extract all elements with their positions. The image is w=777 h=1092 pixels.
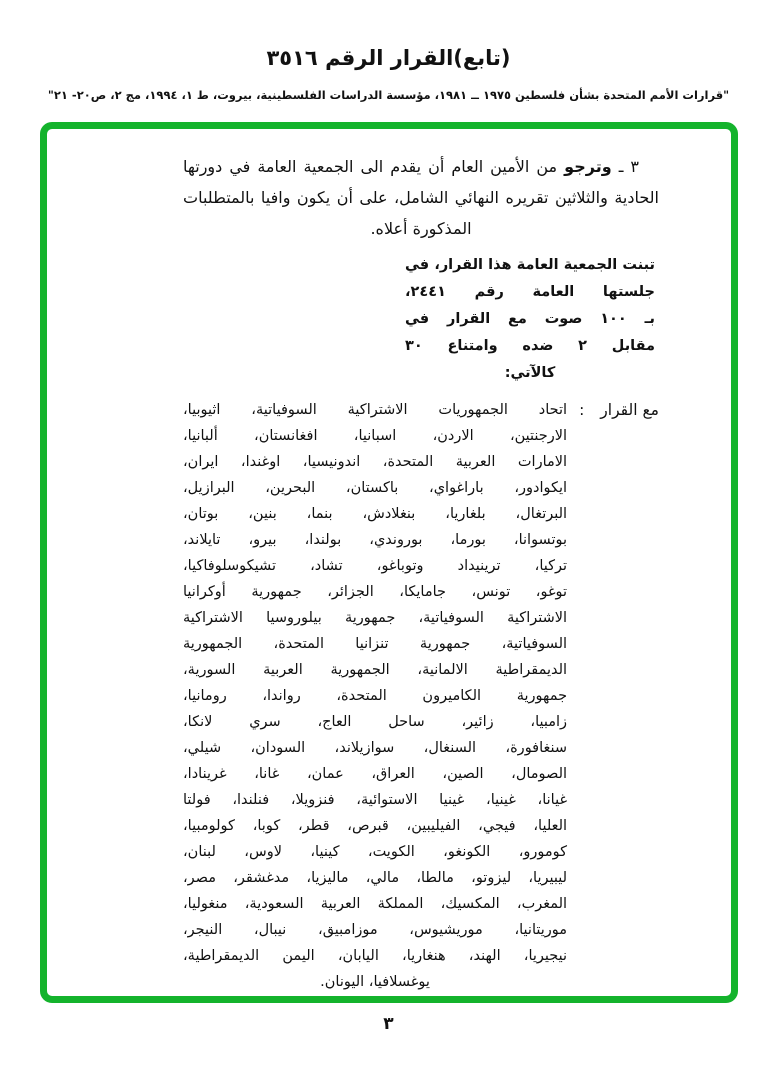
adoption-note bbox=[405, 252, 655, 387]
text-line: موريتانيا، موريشيوس، موزامبيق، نيبال، النيجر، bbox=[183, 922, 568, 938]
document-body bbox=[47, 129, 731, 996]
text-line: ليبيريا، ليزوتو، مالطا، مالي، ماليزيا، مدغشقر، مصر، bbox=[183, 870, 568, 886]
text-line: زامبيا، زائير، ساحل العاج، سري لانكا، bbox=[183, 714, 568, 730]
vote-section bbox=[183, 397, 659, 995]
text-line: اتحاد الجمهوريات الاشتراكية السوفياتية، اثيوبيا، bbox=[183, 402, 568, 418]
text-line: الاشتراكية السوفياتية، جمهورية بيلوروسيا الاشتراكية bbox=[183, 610, 568, 626]
text-line: ايكوادور، باراغواي، باكستان، البحرين، البرازيل، bbox=[183, 480, 568, 496]
text-line: الصومال، الصين، العراق، عمان، غانا، غرينادا، bbox=[183, 766, 568, 782]
text-line: العليا، فيجي، الفيليبين، قبرص، قطر، كوبا، كولومبيا، bbox=[183, 818, 568, 834]
document-frame bbox=[40, 122, 738, 1003]
page-title: (تابع)القرار الرقم ٣٥١٦ bbox=[266, 46, 511, 70]
clause-line-3: المذكورة أعلاه. bbox=[370, 219, 472, 238]
clause-line-2: الحادية والثلاثين تقريره النهائي الشامل، على أن يكون وافيا بالمتطلبات bbox=[183, 188, 659, 207]
text-line: جمهورية الكاميرون المتحدة، رواندا، رومانيا، bbox=[183, 688, 568, 704]
text-line: الامارات العربية المتحدة، اندونيسيا، اوغندا، ايران، bbox=[183, 454, 568, 470]
text-line: بـ ١٠٠ صوت مع القرار في bbox=[405, 311, 655, 327]
vote-country-list bbox=[183, 397, 567, 995]
text-line: نيجيريا، الهند، هنغاريا، اليابان، اليمن الديمقراطية، bbox=[183, 948, 568, 964]
text-line: كومورو، الكونغو، الكويت، كينيا، لاوس، لبنان، bbox=[183, 844, 568, 860]
text-line: مقابل ٢ ضده وامتناع ٣٠ bbox=[405, 338, 656, 354]
resolution-clause bbox=[183, 151, 659, 244]
text-line: سنغافورة، السنغال، سوازيلاند، السودان، شيلي، bbox=[183, 740, 568, 756]
text-line: غيانا، غينيا، غينيا الاستوائية، فنزويلا، فنلندا، فولتا bbox=[183, 792, 568, 808]
vote-label-text: مع القرار bbox=[600, 401, 659, 419]
page-number: ٣ bbox=[383, 1014, 394, 1034]
text-line: البرتغال، بلغاريا، بنغلادش، بنما، بنين، بوتان، bbox=[183, 506, 568, 522]
text-line: الديمقراطية الالمانية، الجمهورية العربية السورية، bbox=[183, 662, 568, 678]
clause-line-1 bbox=[183, 151, 659, 182]
text-line: توغو، تونس، جامايكا، الجزائر، جمهورية أوكرانيا bbox=[183, 584, 568, 600]
vote-label-colon: : bbox=[579, 401, 585, 419]
text-line: تركيا، ترينيداد وتوباغو، تشاد، تشيكوسلوفاكيا، bbox=[183, 558, 568, 574]
text-line: الارجنتين، الاردن، اسبانيا، افغانستان، ألبانيا، bbox=[183, 428, 568, 444]
clause-number: ٣ ـ bbox=[618, 157, 640, 176]
clause-line-1-rest: من الأمين العام أن يقدم الى الجمعية العامة في دورتها bbox=[183, 157, 558, 176]
text-line: تبنت الجمعية العامة هذا القرار، في bbox=[405, 257, 655, 273]
vote-label bbox=[579, 397, 659, 423]
text-line: بوتسوانا، بورما، بوروندي، بولندا، بيرو، تايلاند، bbox=[183, 532, 568, 548]
text-line: السوفياتية، جمهورية تنزانيا المتحدة، الجمهورية bbox=[183, 636, 568, 652]
clause-verb-bold: وترجو bbox=[564, 157, 612, 176]
source-citation: "قرارات الأمم المتحدة بشأن فلسطين ١٩٧٥ ــ ١٩٨١، مؤسسة الدراسات الفلسطينية، بيروت، ط ١، ١٩٩٤، مج ٢، ص٢٠- ٢١" bbox=[47, 88, 730, 102]
text-line: جلستها العامة رقم ٢٤٤١، bbox=[405, 284, 655, 300]
text-line: المغرب، المكسيك، المملكة العربية السعودية، منغوليا، bbox=[183, 896, 568, 912]
text-line: كالآتي: bbox=[504, 365, 556, 381]
text-line: يوغسلافيا، اليونان. bbox=[320, 974, 430, 990]
